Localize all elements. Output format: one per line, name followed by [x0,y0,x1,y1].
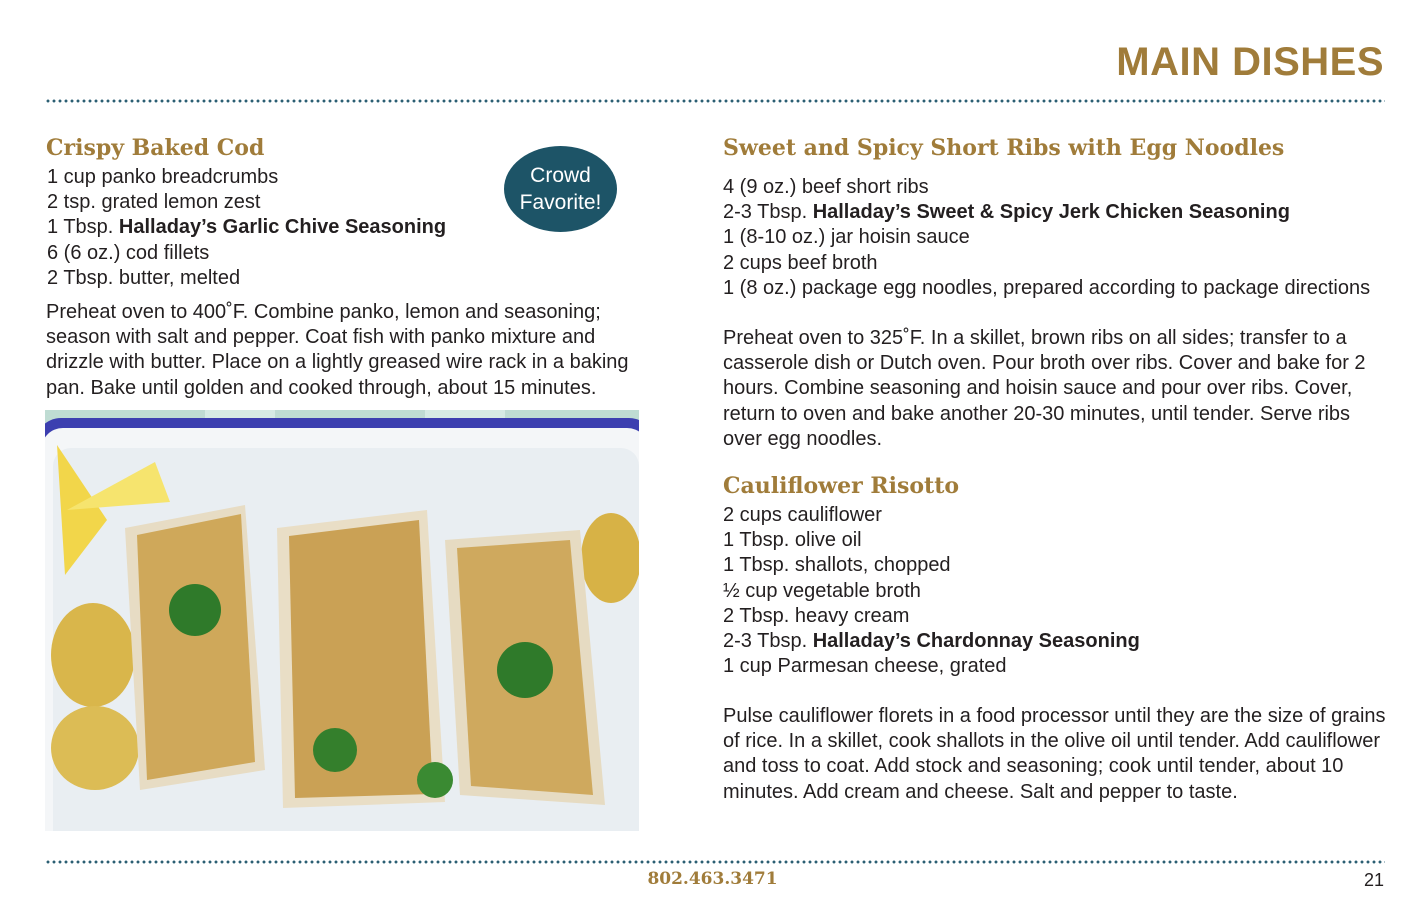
recipe-title-short-ribs: Sweet and Spicy Short Ribs with Egg Noodles [723,135,1285,161]
ingredient-item: 2 Tbsp. butter, melted [47,266,241,289]
ingredient-item: 1 cup Parmesan cheese, grated [723,655,1007,678]
ingredient-item: 2 cups cauliflower [723,504,882,526]
seasoning-name: Halladay’s Sweet & Spicy Jerk Chicken Seasoning [812,201,1290,224]
crowd-favorite-badge [504,146,617,232]
section-title: MAIN DISHES [1116,40,1384,84]
ingredient-list-risotto [723,503,1140,679]
ingredient-item: 1 (8 oz.) package egg noodles, prepared according to package directions [723,276,1371,299]
directions-short-ribs: Preheat oven to 325˚F. In a skillet, brown ribs on all sides; transfer to a casserole dish or Dutch oven. Pour broth over ribs. Cover and bake for 2 hours. Combine seasoning and hoisin sauce and pour over ribs. Cover, return to oven and bake another 20-30 minutes, until tender. Serve ribs over egg noodles. [723,327,1366,450]
directions-risotto: Pulse cauliflower florets in a food processor until they are the size of grains of rice. In a skillet, cook shallots in the olive oil until tender. Add cauliflower and toss to coat. Add stock and seasoning; cook until tender, about 10 minutes. Add cream and cheese. Salt and pepper to taste. [723,705,1386,803]
ingredient-item: 1 Tbsp. olive oil [723,529,862,552]
ingredient-item: 2 tsp. grated lemon zest [47,191,261,214]
ingredient-item: 1 Tbsp. Halladay’s Garlic Chive Seasoning [47,216,447,239]
ingredient-item: 2-3 Tbsp. Halladay’s Sweet & Spicy Jerk Chicken Seasoning [723,201,1290,224]
ingredient-item: 1 (8-10 oz.) jar hoisin sauce [723,226,970,249]
page-number: 21 [1363,870,1384,890]
badge-line-2: Favorite! [519,191,602,214]
ingredient-item: 1 cup panko breadcrumbs [47,166,279,188]
bottom-dotted-rule [45,860,1385,864]
baked-cod-photo [45,410,639,831]
seasoning-name: Halladay’s Chardonnay Seasoning [812,630,1140,653]
seasoning-name: Halladay’s Garlic Chive Seasoning [118,216,447,239]
ingredient-item: 2 Tbsp. heavy cream [723,604,910,627]
directions-cod: Preheat oven to 400˚F. Combine panko, lemon and seasoning; season with salt and pepper. Coat fish with panko mixture and drizzle with butter. Place on a lightly greased wire rack in a baking pan. Bake until golden and cooked through, about 15 minutes. [46,301,629,399]
recipe-title-cod: Crispy Baked Cod [46,135,265,161]
top-dotted-rule [45,99,1385,103]
ingredient-item: 6 (6 oz.) cod fillets [47,241,210,264]
ingredient-item: ½ cup vegetable broth [723,579,921,602]
ingredient-item: 2-3 Tbsp. Halladay’s Chardonnay Seasoning [723,630,1140,653]
ingredient-list-short-ribs [723,175,1370,301]
ingredient-item: 2 cups beef broth [723,251,878,274]
footer-phone: 802.463.3471 [647,869,778,889]
recipe-title-risotto: Cauliflower Risotto [723,473,960,499]
badge-line-1: Crowd [530,164,591,187]
ingredient-list-cod [47,165,446,291]
ingredient-item: 4 (9 oz.) beef short ribs [723,176,929,198]
ingredient-item: 1 Tbsp. shallots, chopped [723,554,951,577]
